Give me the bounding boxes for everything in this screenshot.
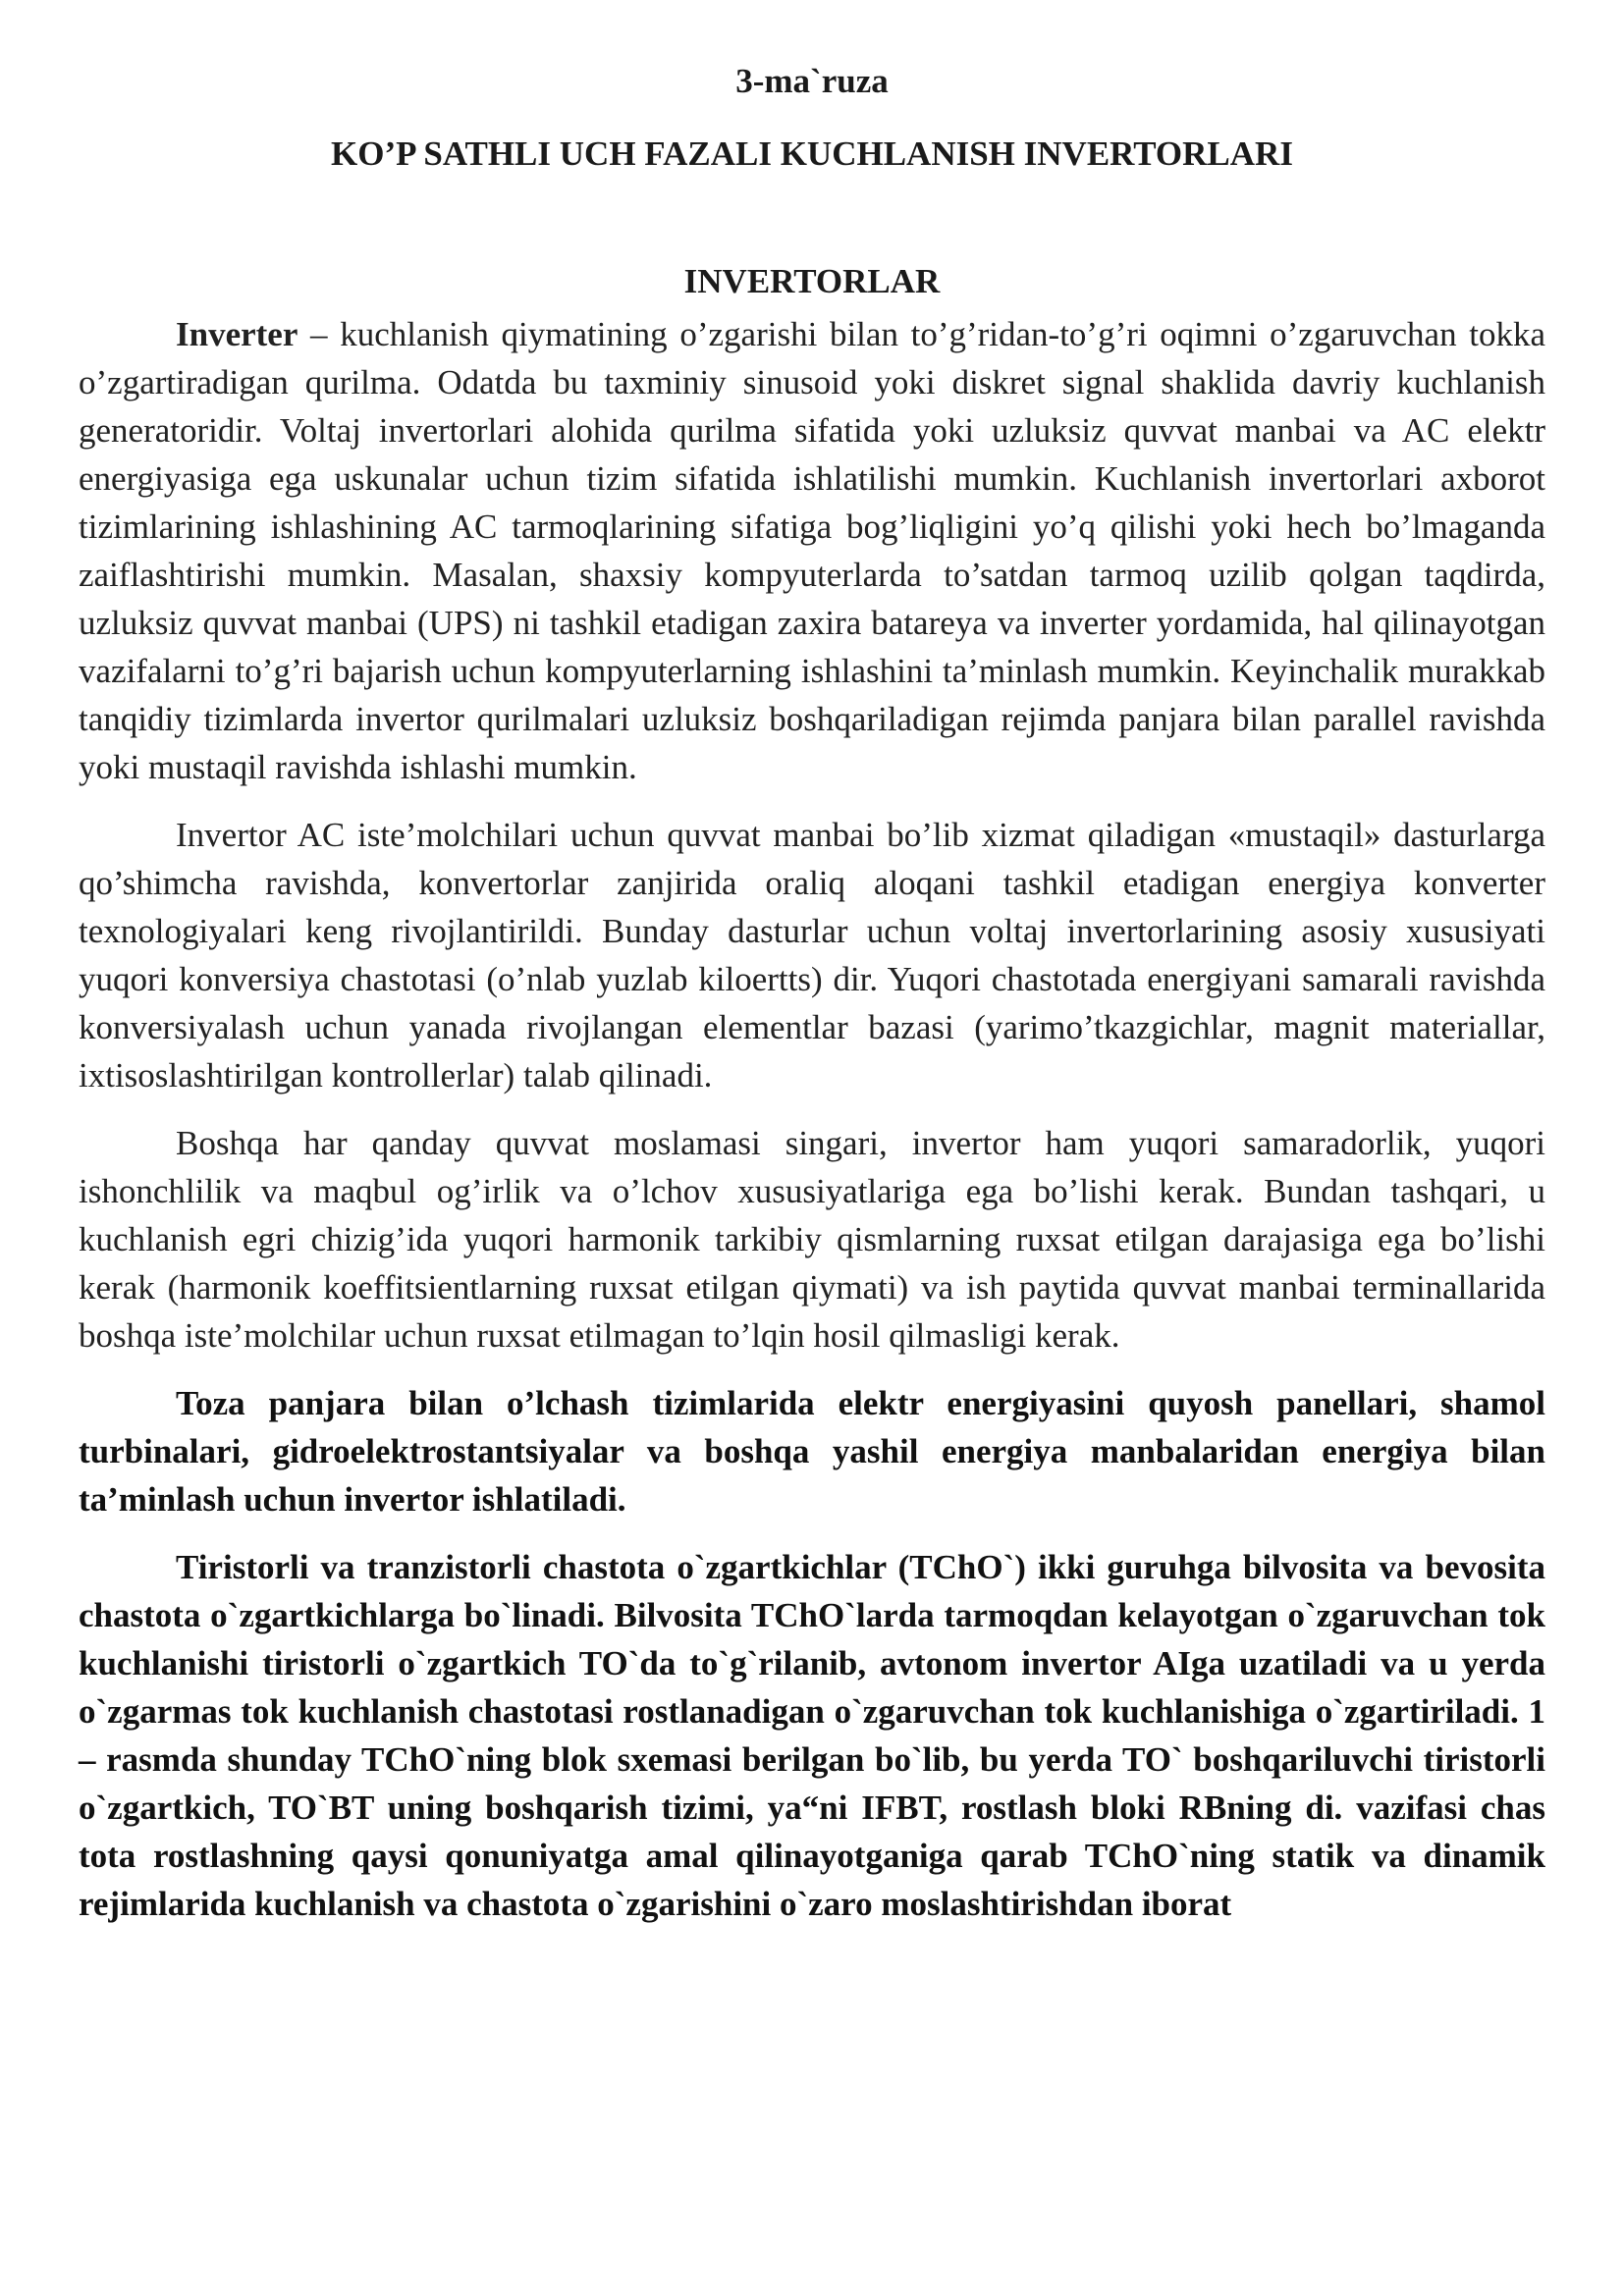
- paragraph-inverter-definition-text: – kuchlanish qiymatining o’zgarishi bilan to’g’ridan-to’g’ri oqimni o’zgaruvchan tokka o’zgartiradigan qurilma. Odatda bu taxminiy sinusoid yoki diskret signal shaklida davriy kuchlanish generatoridir. Voltaj invertorlari alohida qurilma sifatida yoki uzluksiz quvvat manbai va AC elektr energiyasiga ega uskunalar uchun tizim sifatida ishlatilishi mumkin. Kuchlanish invertorlari axborot tizimlarining ishlashining AC tarmoqlarining sifatiga bog’liqligini yo’q qilishi yoki hech bo’lmaganda zaiflashtirishi mumkin. Masalan, shaxsiy kompyuterlarda to’satdan tarmoq uzilib qolgan taqdirda, uzluksiz quvvat manbai (UPS) ni tashkil etadigan zaxira batareya va inverter yordamida, hal qilinayotgan vazifalarni to’g’ri bajarish uchun kompyuterlarning ishlashini ta’minlash mumkin. Keyinchalik murakkab tanqidiy tizimlarda invertor qurilmalari uzluksiz boshqariladigan rejimda panjara bilan parallel ravishda yoki mustaqil ravishda ishlashi mumkin.: [79, 315, 1545, 786]
- term-inverter: Inverter: [176, 315, 298, 353]
- section-heading: INVERTORLAR: [683, 262, 941, 300]
- lecture-number: 3-ma`ruza: [735, 62, 889, 100]
- paragraph-converter-technologies: Invertor AC iste’molchilari uchun quvvat manbai bo’lib xizmat qiladigan «mustaqil» dasturlarga qo’shimcha ravishda, konvertorlar zanjirida oraliq aloqani tashkil etadigan energiya konverter texnologiyalari keng rivojlantirildi. Bunday dasturlar uchun voltaj invertorlarining asosiy xususiyati yuqori konversiya chastotasi (o’nlab yuzlab kiloertts) dir. Yuqori chastotada energiyani samarali ravishda konversiyalash uchun yanada rivojlangan elementlar bazasi (yarimo’tkazgichlar, magnit materiallar, ixtisoslashtirilgan kontrollerlar) talab qilinadi.: [79, 816, 1545, 1095]
- lecture-title: KO’P SATHLI UCH FAZALI KUCHLANISH INVERTORLARI: [331, 134, 1293, 173]
- paragraph-inverter-definition: [79, 310, 1545, 791]
- paragraph-inverter-requirements: Boshqa har qanday quvvat moslamasi singari, invertor ham yuqori samaradorlik, yuqori ishonchlilik va maqbul og’irlik va o’lchov xususiyatlariga ega bo’lishi kerak. Bundan tashqari, u kuchlanish egri chizig’ida yuqori harmonik tarkibiy qismlarning ruxsat etilgan darajasiga ega bo’lishi kerak (harmonik koeffitsientlarning ruxsat etilgan qiymati) va ish paytida quvvat manbai terminallarida boshqa iste’molchilar uchun ruxsat etilmagan to’lqin hosil qilmasligi kerak.: [79, 1124, 1545, 1355]
- paragraph-frequency-converters: Tiristorli va tranzistorli chastota o`zgartkichlar (TChO`) ikki guruhga bilvosita va bevosita chastota o`zgartkichlarga bo`linadi. Bilvosita TChO`larda tarmoqdan kelayotgan o`zgaruvchan tok kuchlanishi tiristorli o`zgartkich TO`da to`g`rilanib, avtonom invertor AIga uzatiladi va u yerda o`zgarmas tok kuchlanish chastotasi rostlanadigan o`zgaruvchan tok kuchlanishiga o`zgartiriladi. 1 – rasmda shunday TChO`ning blok sxemasi berilgan bo`lib, bu yerda TO` boshqariluvchi tiristorli o`zgartkich, TO`BT uning boshqarish tizimi, ya“ni IFBT, rostlash bloki RBning di. vazifasi chas tota rostlashning qaysi qonuniyatga amal qilinayotganiga qarab TChO`ning statik va dinamik rejimlarida kuchlanish va chastota o`zgarishini o`zaro moslashtirishdan iborat: [79, 1548, 1545, 1923]
- paragraph-green-energy: Toza panjara bilan o’lchash tizimlarida elektr energiyasini quyosh panellari, shamol turbinalari, gidroelektrostantsiyalar va boshqa yashil energiya manbalaridan energiya bilan ta’minlash uchun invertor ishlatiladi.: [79, 1384, 1545, 1519]
